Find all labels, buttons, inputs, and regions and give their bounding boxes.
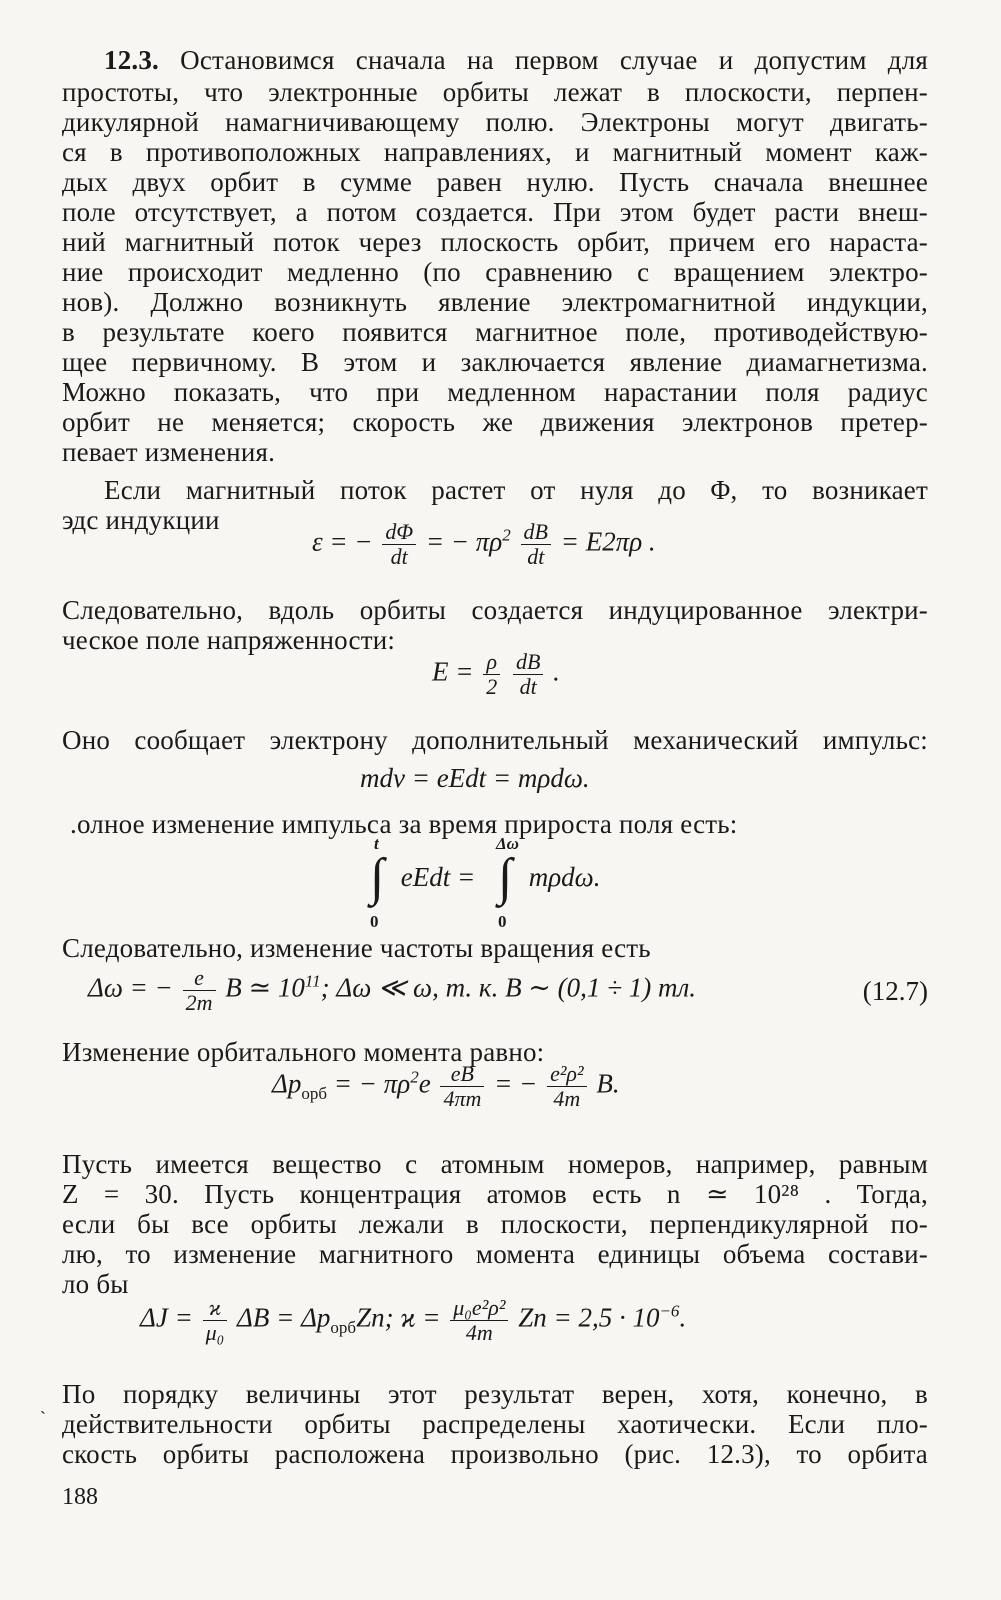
equation-orbital-moment — [272, 1062, 620, 1111]
integral-symbol: ∫ — [370, 849, 385, 906]
eq-part: Δω = − — [88, 972, 173, 1003]
eq-part: E = — [432, 656, 474, 687]
numerator: e — [183, 966, 216, 991]
denominator: 4m — [553, 1086, 581, 1111]
para8-line-3: если бы все орбиты лежали в плоскости, перпендикулярной по- — [62, 1209, 928, 1239]
numerator: μ₀e²ρ² — [450, 1296, 508, 1321]
equation-field — [432, 650, 560, 699]
fraction — [382, 520, 416, 569]
integral-symbol: ∫ — [497, 849, 513, 906]
numerator: eB — [440, 1062, 484, 1087]
equation-magnetization — [140, 1296, 686, 1345]
para1-line-8: ние происходит медленно (по сравнению с вращением электро- — [62, 257, 928, 287]
eq-part: ; Δω ≪ ω, т. к. B ∼ (0,1 ÷ 1) тл. — [320, 972, 697, 1003]
eq-part: ΔJ = — [140, 1302, 193, 1333]
para8-line-5: ло бы — [62, 1269, 129, 1299]
eq-part: ε = − — [312, 526, 373, 557]
denominator: dt — [527, 544, 545, 569]
denominator: dt — [519, 674, 537, 699]
equation-impulse: mdv = eEdt = mρdω. — [360, 763, 590, 793]
page-number: 188 — [62, 1484, 98, 1510]
para8-line-2: Z = 30. Пусть концентрация атомов есть n ≃ 10²⁸ . Тогда, — [62, 1179, 928, 1209]
eq-part: eEdt = — [400, 862, 476, 893]
denominator: μ₀ — [205, 1320, 225, 1345]
numerator: dΦ — [382, 520, 416, 545]
fraction — [440, 1062, 484, 1111]
para2-line-2: эдс индукции — [62, 505, 220, 535]
subscript: орб — [301, 1084, 328, 1104]
para1-line-12: Можно показать, что при медленном нарастании поля радиус — [62, 377, 928, 407]
fraction — [450, 1296, 508, 1345]
lower-limit: 0 — [497, 912, 507, 931]
para9-line-2: действительности орбиты распределены хаотически. Если пло- — [62, 1409, 928, 1439]
para1-line-3: дикулярной намагничивающему полю. Электроны могут двигать- — [62, 107, 928, 137]
upper-limit: Δω — [495, 834, 519, 853]
denominator: 2 — [486, 674, 498, 699]
margin-mark: ` — [40, 1408, 46, 1428]
fraction — [483, 650, 500, 699]
fraction — [203, 1296, 228, 1345]
fraction — [521, 520, 551, 569]
para1-line-5: дых двух орбит в сумме равен нулю. Пусть сначала внешнее — [62, 167, 928, 197]
para1-line-11: щее первичному. В этом и заключается явление диамагнетизма. — [62, 347, 928, 377]
lower-limit: 0 — [370, 912, 379, 931]
eq-part: . — [553, 656, 560, 687]
para3-line-1: Следовательно, вдоль орбиты создается индуцированное электри- — [62, 595, 928, 625]
para1-line-14: певает изменения. — [62, 437, 276, 467]
eq-part: Zn = 2,5 · 10 — [518, 1302, 660, 1333]
eq-part: e — [418, 1068, 431, 1099]
eq-part: Δp — [272, 1068, 302, 1099]
subscript: орб — [330, 1318, 357, 1338]
equation-number: (12.7) — [862, 976, 928, 1006]
numerator: ρ — [483, 650, 500, 675]
fraction — [183, 966, 216, 1015]
denominator: dt — [390, 544, 408, 569]
integral-sign — [368, 834, 394, 931]
equation-frequency — [88, 966, 696, 1015]
numerator: e²ρ² — [547, 1062, 587, 1087]
para9-line-3: скость орбиты расположена произвольно (рис. 12.3), то орбита — [62, 1439, 928, 1469]
para1-line-13: орбит не меняется; скорость же движения электронов претер- — [62, 407, 928, 437]
equation-emf — [312, 520, 656, 569]
para2-line-1: Если магнитный поток растет от нуля до Φ, то возникает — [104, 475, 928, 505]
eq-part: B ≃ 10 — [225, 972, 305, 1003]
para9-line-1: По порядку величины этот результат верен, хотя, конечно, в — [62, 1379, 928, 1409]
para5-line-1: .олное изменение импульса за время прироста поля есть: — [70, 809, 738, 839]
para1-line-1 — [104, 44, 928, 76]
para1-line-9: нов). Должно возникнуть явление электромагнитной индукции, — [62, 287, 928, 317]
numerator: dB — [513, 650, 543, 675]
exponent: 11 — [304, 971, 321, 991]
denominator: 4m — [465, 1320, 493, 1345]
section-number: 12.3. — [104, 45, 159, 75]
eq-part: = − — [494, 1068, 538, 1099]
fraction — [547, 1062, 587, 1111]
denominator: 4πm — [443, 1086, 482, 1111]
para1-line-7: ний магнитный поток через плоскость орбит, причем его нараста- — [62, 227, 928, 257]
fraction — [513, 650, 543, 699]
eq-part: = − πρ — [333, 1068, 411, 1099]
numerator: ϰ — [203, 1296, 228, 1321]
exponent: 2 — [502, 525, 511, 545]
eq-part: = E2πρ . — [560, 526, 656, 557]
integral-sign — [495, 834, 522, 931]
para7-line-1: Изменение орбитального момента равно: — [62, 1037, 545, 1067]
eq-part: B. — [596, 1068, 620, 1099]
denominator: 2m — [185, 990, 213, 1015]
para6-line-1: Следовательно, изменение частоты вращения есть — [62, 933, 651, 963]
equation-integral — [368, 834, 601, 931]
para4-line-1: Оно сообщает электрону дополнительный механический импульс: — [62, 725, 928, 755]
para1-line-6: поле отсутствует, а потом создается. При этом будет расти внеш- — [62, 197, 928, 227]
para1-line-10: в результате коего появится магнитное поле, противодействую- — [62, 317, 928, 347]
eq-part: = − πρ — [425, 526, 503, 557]
text: Остановимся сначала на первом случае и допустим для — [180, 45, 928, 75]
upper-limit: t — [374, 834, 379, 853]
para1-line-2: простоты, что электронные орбиты лежат в плоскости, перпен- — [62, 77, 928, 107]
numerator: dB — [521, 520, 551, 545]
eq-part: Zn; ϰ = — [356, 1302, 441, 1333]
eq-part: ΔB = Δp — [237, 1302, 331, 1333]
para8-line-1: Пусть имеется вещество с атомным номеров, например, равным — [62, 1149, 928, 1179]
para8-line-4: лю, то изменение магнитного момента единицы объема состави- — [62, 1239, 928, 1269]
para1-line-4: ся в противоположных направлениях, и магнитный момент каж- — [62, 137, 928, 167]
eq-part: mρdω. — [528, 862, 601, 893]
exponent: −6 — [659, 1301, 680, 1321]
para3-line-2: ческое поле напряженности: — [62, 625, 396, 655]
exponent: 2 — [410, 1067, 419, 1087]
eq-part: . — [679, 1302, 687, 1333]
